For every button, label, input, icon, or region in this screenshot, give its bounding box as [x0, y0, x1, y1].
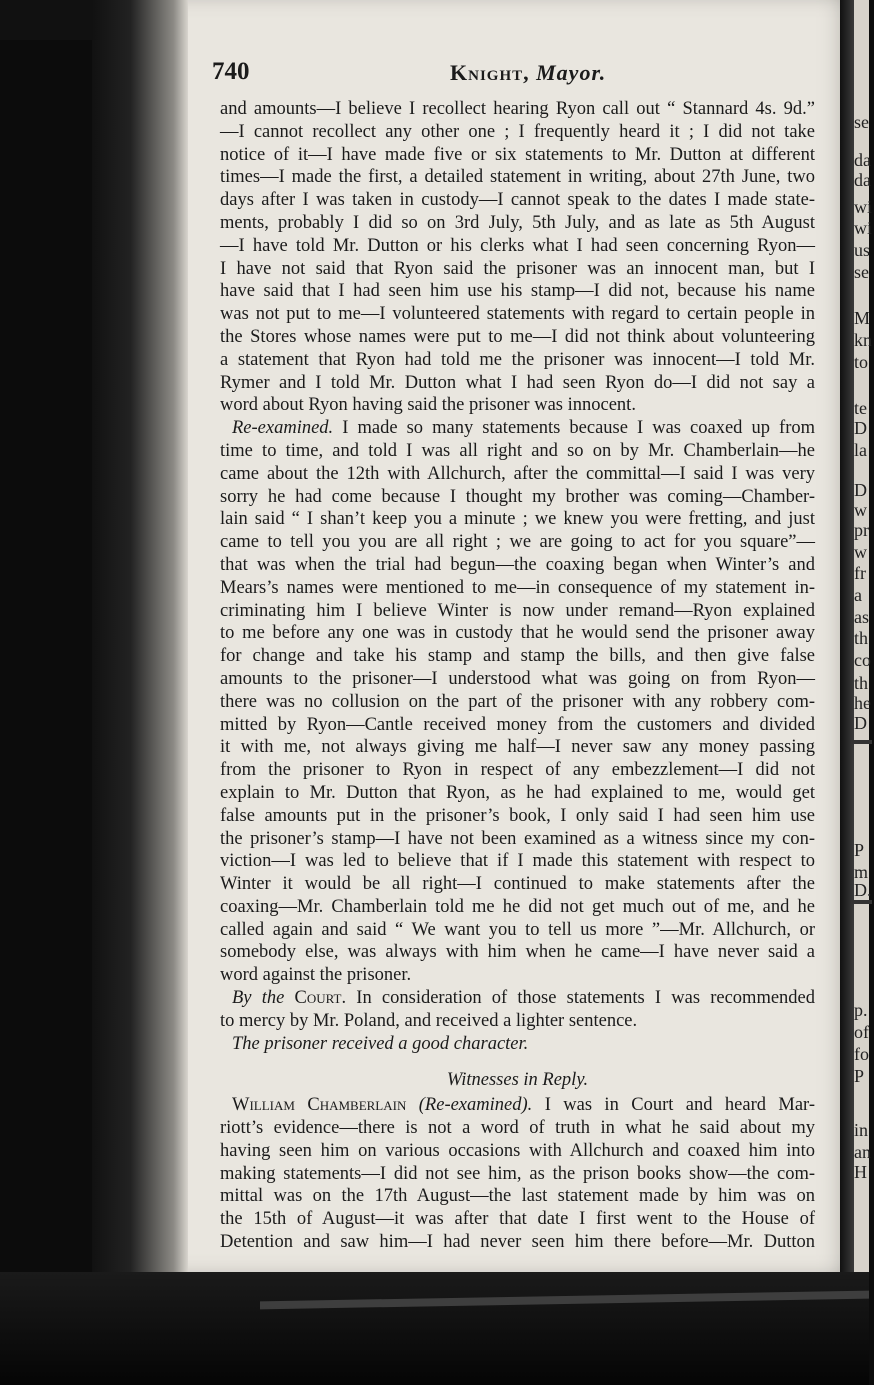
facing-page-fragment: a — [854, 585, 862, 605]
running-head-title: Mayor. — [536, 60, 607, 85]
witness-role: (Re-examined). — [418, 1095, 533, 1116]
scan-border-bottom — [0, 1272, 869, 1385]
text-line: Winter it would be all right—I continued to make statements after the — [220, 874, 815, 895]
text-line: coaxing—Mr. Chamberlain told me he did not get much out of me, and he — [220, 896, 815, 917]
facing-page-fragment: of — [854, 1022, 869, 1042]
character-note: The prisoner received a good character. — [232, 1033, 529, 1054]
text-line: a statement that Ryon had told me the prisoner was innocent—I told Mr. — [220, 349, 815, 370]
facing-page-fragment: p. — [854, 1000, 868, 1020]
text-line: Detention and saw him—I had never seen him there before—Mr. Dutton — [220, 1232, 815, 1253]
text-line: viction—I was led to believe that if I made this statement with respect to — [220, 851, 815, 872]
chamberlain-first-line — [220, 1094, 815, 1117]
facing-page-fragment: da — [854, 150, 871, 170]
facing-page-fragment: to — [854, 352, 869, 372]
text-line: sorry he had come because I thought my brother was coming—Chamber- — [220, 486, 815, 507]
facing-page-fragment: co — [854, 650, 871, 670]
facing-page-fragment: te — [854, 398, 867, 418]
cross-examination-paragraph — [220, 98, 815, 417]
section-heading: Witnesses in Reply. — [446, 1070, 589, 1091]
text-line: lain said “ I shan’t keep you a minute ; we knew you were fretting, and just — [220, 509, 815, 530]
text-line: having seen him on various occasions with Allchurch and coaxed him into — [220, 1140, 815, 1161]
facing-page-fragment: se — [854, 112, 869, 132]
facing-page-edge — [840, 0, 872, 1272]
facing-page-fragment: an — [854, 1142, 871, 1162]
facing-page-fragment: fo — [854, 1044, 869, 1064]
facing-page-fragment: P — [854, 840, 865, 860]
text-line: —I have told Mr. Dutton or his clerks what I had seen concerning Ryon— — [220, 235, 815, 256]
chamberlain-first-line-text: I was in Court and heard Mar- — [544, 1095, 815, 1116]
page-gutter-shadow — [92, 0, 188, 1272]
text-line: called again and said “ We want you to tell us more ”—Mr. Allchurch, or — [220, 919, 815, 940]
text-line: mitted by Ryon—Cantle received money from the customers and divided — [220, 714, 815, 735]
court-label: Court. — [294, 988, 347, 1009]
text-line: came to tell you you are all right ; we are going to act for you square”— — [220, 532, 815, 553]
facing-page-fragment: D — [854, 418, 867, 438]
facing-page-fragment: pr — [854, 520, 869, 540]
text-line: from the prisoner to Ryon in respect of any embezzlement—I did not — [220, 760, 815, 781]
text-line: the Stores whose names were put to me—I did not think about volunteering — [220, 326, 815, 347]
facing-page-gutter — [840, 0, 854, 1272]
facing-page-rule — [852, 900, 872, 904]
running-head-name: Knight, — [450, 60, 530, 85]
court-first-line-text: In consideration of those statements I was recommended — [356, 988, 816, 1009]
facing-page-fragment: us — [854, 240, 871, 260]
facing-page-fragment: P — [854, 1066, 865, 1086]
text-line: Mears’s names were mentioned to me—in consequence of my statement in- — [220, 577, 815, 598]
text-line: the 15th of August—it was after that date I first went to the House of — [220, 1209, 815, 1230]
facing-page-fragment: w — [854, 500, 867, 520]
facing-page-fragment: m — [854, 862, 869, 882]
page-number: 740 — [212, 58, 250, 85]
text-line: the prisoner’s stamp—I have not been examined as a witness since my con- — [220, 828, 815, 849]
reexamined-first-line-text: I made so many statements because I was coaxed up from — [342, 418, 816, 439]
text-line: word about Ryon having said the prisoner was innocent. — [220, 395, 636, 416]
facing-page-fragment: th — [854, 628, 869, 648]
text-line: days after I was taken in custody—I cannot speak to the dates I made state- — [220, 190, 815, 211]
facing-page-fragment: se — [854, 262, 869, 282]
facing-page-fragment: D — [854, 480, 867, 500]
facing-page-fragment: he — [854, 693, 871, 713]
facing-page-fragment: wi — [854, 218, 872, 238]
text-line: to me before any one was in custody that he would send the prisoner away — [220, 623, 815, 644]
facing-page-fragment: H — [854, 1162, 867, 1182]
reexamined-paragraph — [220, 440, 815, 987]
text-line: mittal was on the 17th August—the last statement made by him was on — [220, 1186, 815, 1207]
text-line: somebody else, was always with him when he came—I have never said a — [220, 942, 815, 963]
court-label-by-the: By the — [232, 988, 285, 1009]
witness-name: William Chamberlain — [232, 1095, 407, 1116]
text-line: and amounts—I believe I recollect hearing Ryon call out “ Stannard 4s. 9d.” — [220, 99, 815, 119]
page-header — [212, 58, 815, 98]
facing-page-fragment: in — [854, 1120, 869, 1140]
reexamined-label: Re-examined. — [232, 418, 334, 439]
facing-page-fragment: da — [854, 170, 871, 190]
text-line: times—I made the first, a detailed statement in writing, about 27th June, two — [220, 167, 815, 188]
facing-page-fragment: as — [854, 607, 869, 627]
text-line: notice of it—I have made five or six statements to Mr. Dutton at different — [220, 144, 815, 165]
facing-page-fragment: wi — [854, 197, 872, 217]
text-line: time to time, and told I was all right and so on by Mr. Chamberlain—he — [220, 440, 815, 461]
page-text — [212, 58, 816, 1254]
text-line: false amounts put in the prisoner’s book, I only said I had seen him use — [220, 805, 815, 826]
text-line: I have not said that Ryon said the prisoner was an innocent man, but I — [220, 258, 815, 279]
facing-page-fragment: kn — [854, 330, 872, 350]
text-line: that was when the trial had begun—the coaxing began when Winter’s and — [220, 554, 815, 575]
chamberlain-paragraph — [220, 1117, 815, 1254]
facing-page-rule — [852, 740, 872, 744]
facing-page-fragment: w — [854, 542, 867, 562]
text-line: criminating him I believe Winter is now under remand—Ryon explained — [220, 600, 815, 621]
facing-page-fragment: th — [854, 673, 869, 693]
text-line: explain to Mr. Dutton that Ryon, as he had explained to me, would get — [220, 782, 815, 803]
text-line: amounts to the prisoner—I understood what was going on from Ryon— — [220, 668, 815, 689]
court-first-line — [220, 987, 815, 1010]
facing-page-fragment: la — [854, 440, 867, 460]
text-line: have said that I had seen him use his stamp—I did not, because his name — [220, 281, 815, 302]
text-line: for change and take his stamp and stamp the bills, and then give false — [220, 646, 815, 667]
text-line: was not put to me—I volunteered statements with regard to certain people in — [220, 304, 815, 325]
facing-page-fragment: fr — [854, 563, 866, 583]
text-line: riott’s evidence—there is not a word of truth in what he said about my — [220, 1118, 815, 1139]
text-line: it with me, not always giving me half—I never saw any money passing — [220, 737, 815, 758]
court-second-line: to mercy by Mr. Poland, and received a lighter sentence. — [220, 1010, 638, 1031]
facing-page-fragment: M — [854, 308, 871, 328]
text-line: there was no collusion on the part of the prisoner with any robbery com- — [220, 691, 815, 712]
text-line: making statements—I did not see him, as the prison books show—the com- — [220, 1163, 815, 1184]
text-line: word against the prisoner. — [220, 965, 412, 986]
text-line: came about the 12th with Allchurch, after the committal—I said I was very — [220, 463, 815, 484]
running-head — [450, 60, 606, 86]
text-line: Rymer and I told Mr. Dutton what I had seen Ryon do—I did not say a — [220, 372, 815, 393]
facing-page-fragment: D. — [854, 880, 872, 900]
facing-page-fragment: D — [854, 713, 867, 733]
reexamined-first-line — [220, 417, 815, 440]
text-line: ments, probably I did so on 3rd July, 5th July, and as late as 5th August — [220, 212, 815, 233]
text-line: —I cannot recollect any other one ; I frequently heard it ; I did not take — [220, 121, 815, 142]
